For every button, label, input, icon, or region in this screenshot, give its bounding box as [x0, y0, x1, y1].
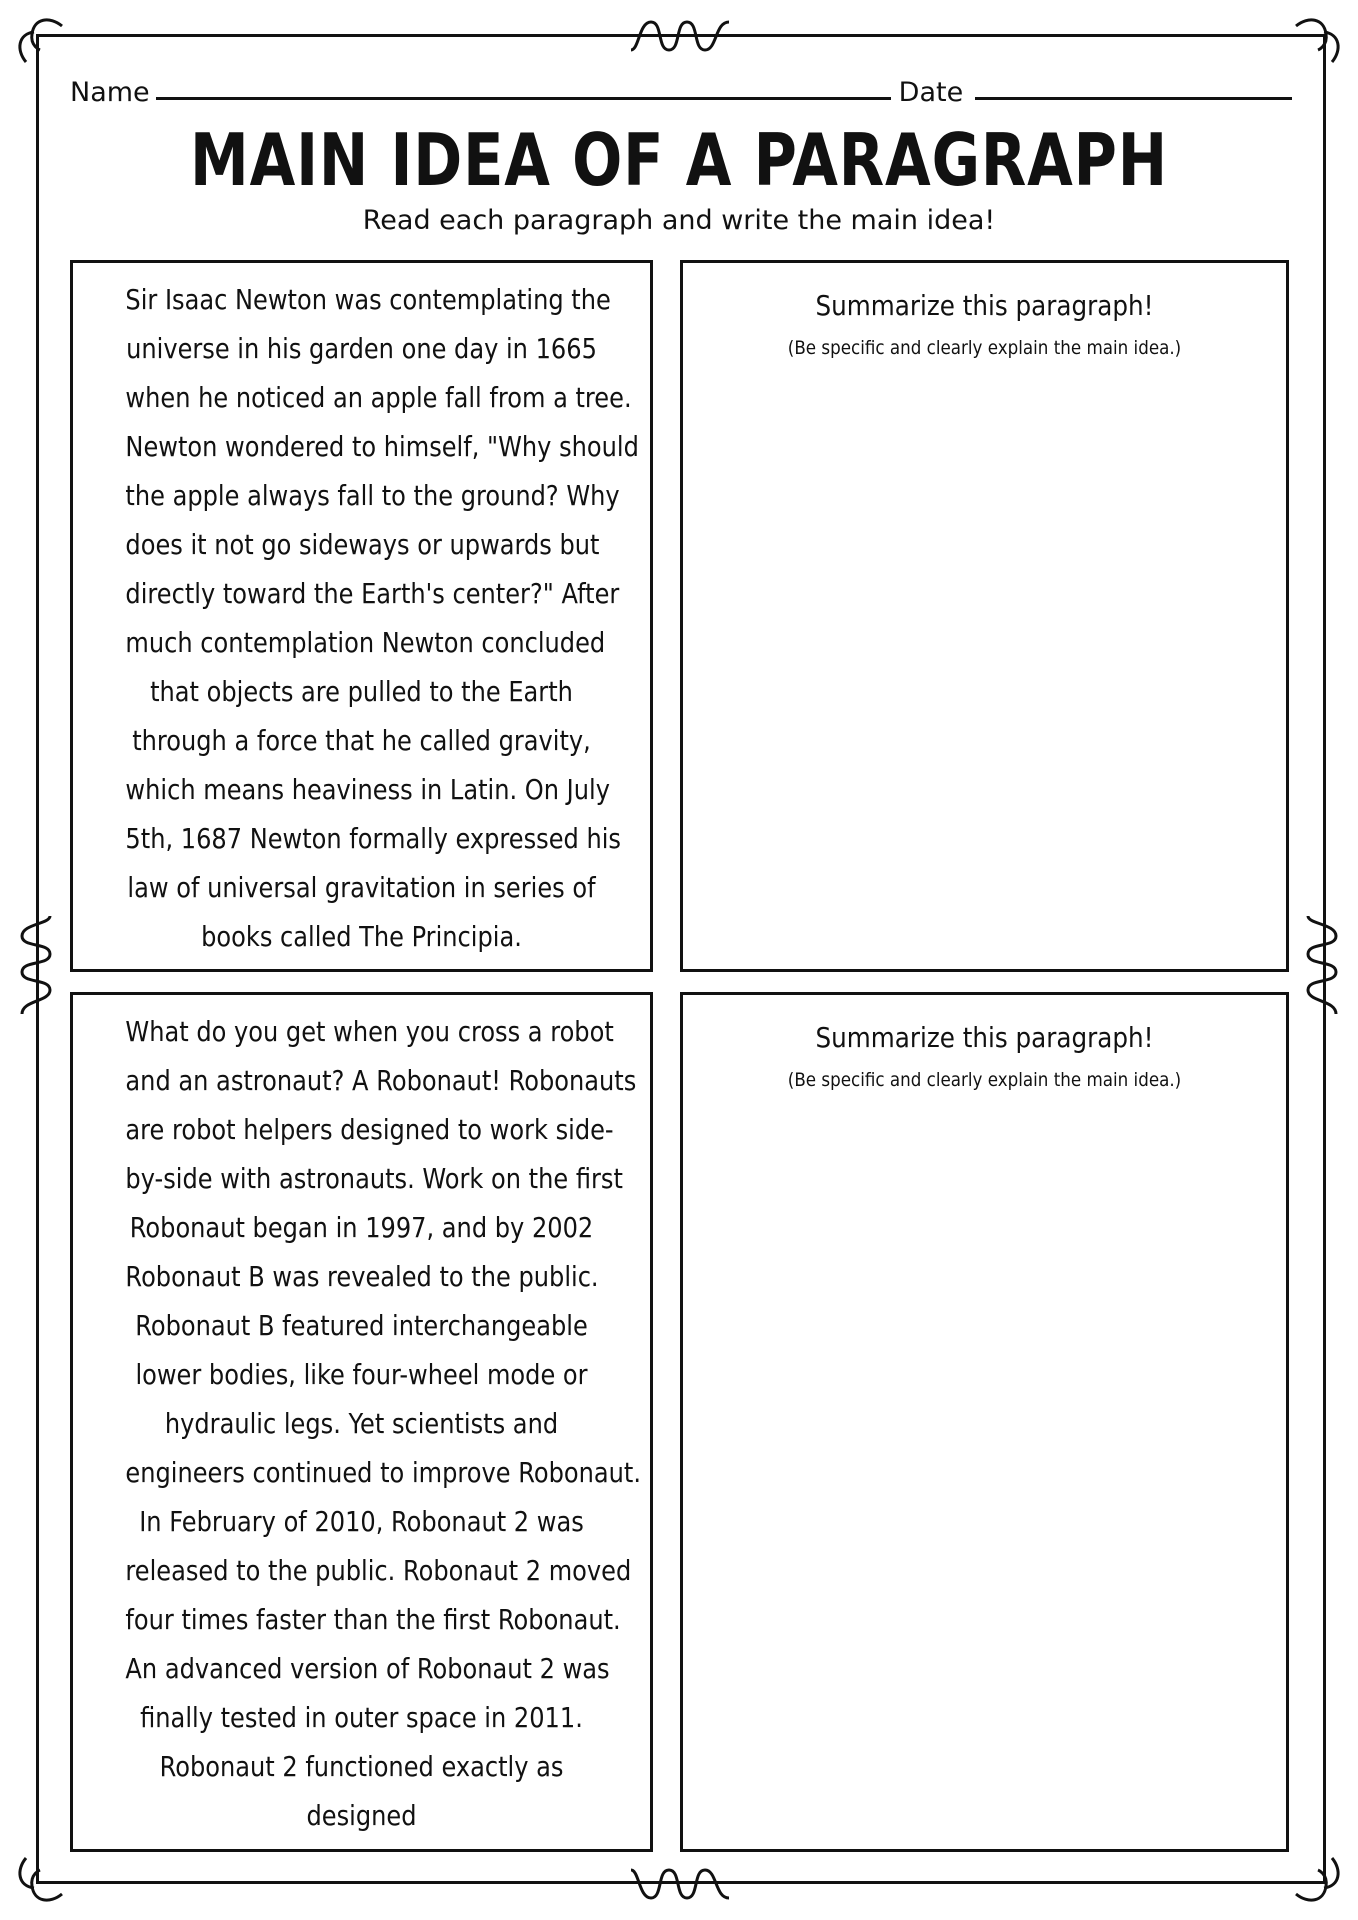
paragraph-line: four times faster than the first Robonaut. [125, 1603, 621, 1636]
paragraph-text-1 [125, 275, 639, 961]
date-label: Date [898, 77, 964, 108]
paragraph-line: released to the public. Robonaut 2 moved [125, 1554, 632, 1587]
paragraph-line: What do you get when you cross a robot [125, 1015, 614, 1048]
squiggle-left [14, 910, 58, 1020]
paragraph-line: directly toward the Earth's center?" After [125, 577, 620, 610]
paragraph-line: through a force that he called gravity, [132, 724, 591, 757]
name-label: Name [70, 77, 150, 108]
worksheet-instructions: Read each paragraph and write the main idea! [362, 205, 996, 236]
paragraph-line: which means heaviness in Latin. On July [125, 773, 610, 806]
paragraph-line: Newton wondered to himself, "Why should [125, 430, 639, 463]
paragraph-line: In February of 2010, Robonaut 2 was [139, 1505, 584, 1538]
paragraph-line: are robot helpers designed to work side- [125, 1113, 614, 1146]
paragraph-line: does it not go sideways or upwards but [125, 528, 600, 561]
paragraph-line: much contemplation Newton concluded [125, 626, 606, 659]
paragraph-line: when he noticed an apple fall from a tree. [125, 381, 632, 414]
paragraph-line: by-side with astronauts. Work on the first [125, 1162, 623, 1195]
paragraph-line: Robonaut began in 1997, and by 2002 [129, 1211, 594, 1244]
name-date-header [70, 68, 1292, 108]
summary-answer-box-2[interactable] [680, 992, 1289, 1852]
name-field[interactable] [156, 69, 891, 100]
paragraph-line: universe in his garden one day in 1665 [126, 332, 597, 365]
summary-prompt-2: Summarize this paragraph! [815, 1021, 1154, 1054]
date-field[interactable] [975, 69, 1292, 100]
summary-hint-1: (Be specific and clearly explain the main idea.) [787, 337, 1182, 359]
paragraph-line: Robonaut B was revealed to the public. [125, 1260, 599, 1293]
summary-prompt-1: Summarize this paragraph! [815, 289, 1154, 322]
summary-hint-2: (Be specific and clearly explain the main idea.) [787, 1069, 1182, 1091]
paragraph-line: An advanced version of Robonaut 2 was [125, 1652, 610, 1685]
paragraph-line: books called The Principia. [201, 920, 522, 953]
paragraph-line: engineers continued to improve Robonaut. [125, 1456, 641, 1489]
squiggle-bottom [625, 1862, 735, 1906]
squiggle-right [1300, 910, 1344, 1020]
worksheet-title: MAIN IDEA OF A PARAGRAPH [190, 118, 1168, 202]
paragraph-box-2 [70, 992, 653, 1852]
paragraph-text-2 [125, 1007, 641, 1840]
squiggle-top [625, 14, 735, 58]
paragraph-box-1 [70, 260, 653, 972]
paragraph-line: that objects are pulled to the Earth [150, 675, 573, 708]
paragraph-line: designed [306, 1799, 417, 1832]
paragraph-line: 5th, 1687 Newton formally expressed his [125, 822, 621, 855]
paragraph-line: the apple always fall to the ground? Why [125, 479, 620, 512]
paragraph-line: and an astronaut? A Robonaut! Robonauts [125, 1064, 637, 1097]
paragraph-line: Sir Isaac Newton was contemplating the [125, 283, 611, 316]
paragraph-line: law of universal gravitation in series of [127, 871, 596, 904]
paragraph-line: Robonaut 2 functioned exactly as [159, 1750, 564, 1783]
paragraph-line: Robonaut B featured interchangeable [135, 1309, 588, 1342]
paragraph-line: lower bodies, like four-wheel mode or [135, 1358, 588, 1391]
paragraph-line: hydraulic legs. Yet scientists and [164, 1407, 559, 1440]
paragraph-line: finally tested in outer space in 2011. [140, 1701, 583, 1734]
summary-answer-box-1[interactable] [680, 260, 1289, 972]
